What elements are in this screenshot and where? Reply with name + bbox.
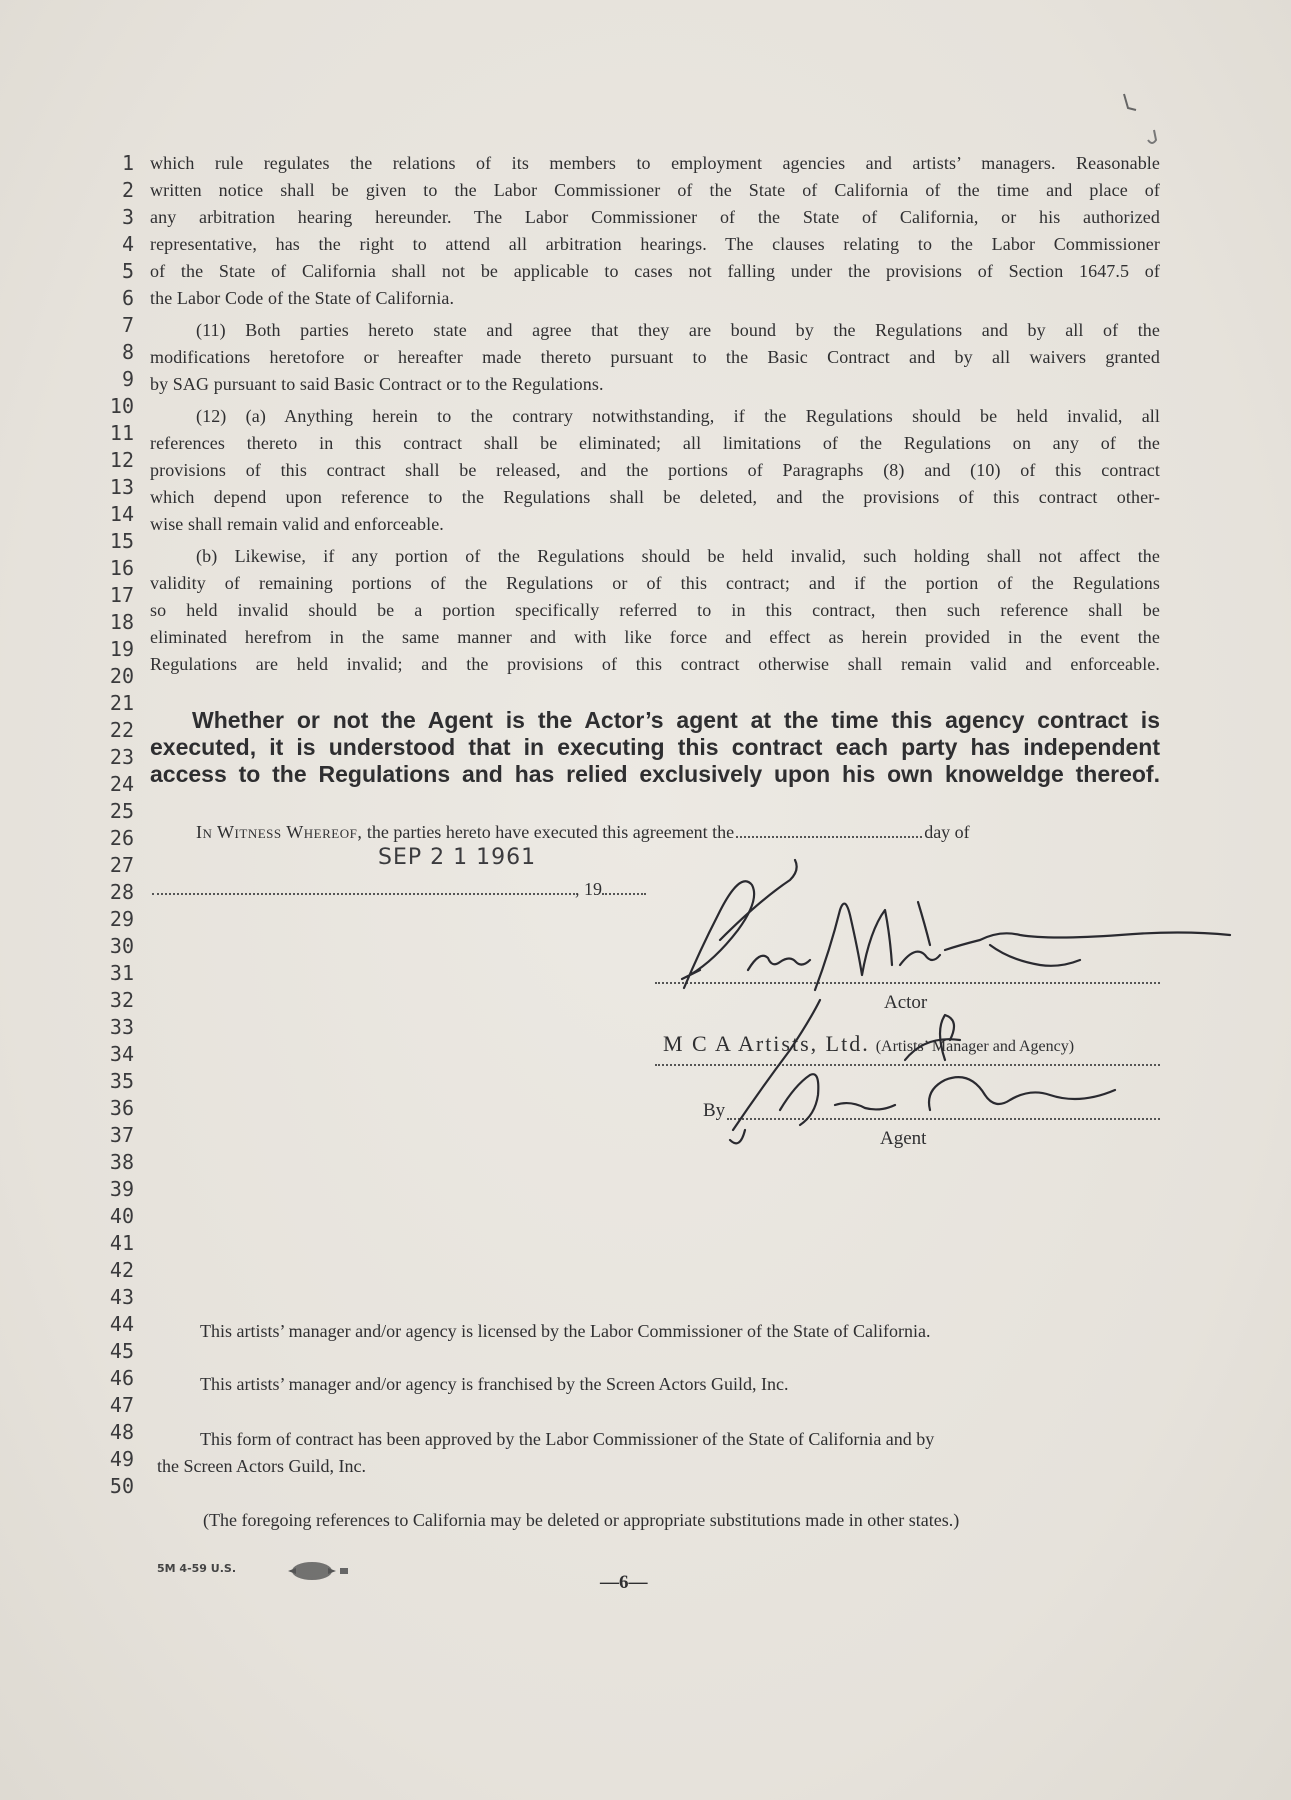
line-number: 20	[109, 664, 134, 688]
witness-lead: In Witness Whereof,	[196, 822, 363, 842]
body-line: the Labor Code of the State of California.	[150, 288, 455, 308]
line-number: 38	[109, 1150, 134, 1174]
line-number: 39	[109, 1177, 134, 1201]
pencil-mark-icon	[1118, 90, 1158, 150]
line-number: 2	[121, 178, 134, 202]
body-line: which depend upon reference to the Regulations shall be deleted, and the provisions of this contract other-	[150, 487, 1160, 507]
year-blank[interactable]	[602, 879, 646, 895]
line-number: 17	[109, 583, 134, 607]
line-number: 34	[109, 1042, 134, 1066]
bold-clause-line: Whether or not the Agent is the Actor’s agent at the time this agency contract is	[192, 707, 1160, 733]
line-number: 36	[109, 1096, 134, 1120]
line-number: 19	[109, 637, 134, 661]
line-number: 28	[109, 880, 134, 904]
line-number: 3	[121, 205, 134, 229]
line-number: 49	[109, 1447, 134, 1471]
agent-label: Agent	[880, 1128, 927, 1149]
line-number: 4	[121, 232, 134, 256]
line-number: 27	[109, 853, 134, 877]
line-number: 9	[121, 367, 134, 391]
year-prefix: , 19	[575, 879, 602, 899]
line-number: 6	[121, 286, 134, 310]
line-number: 37	[109, 1123, 134, 1147]
body-line: of the State of California shall not be applicable to cases not falling under the provisions of Section 1647.5 of	[150, 261, 1160, 281]
witness-text: the parties hereto have executed this agreement the	[366, 822, 735, 842]
line-number: 25	[109, 799, 134, 823]
company-name	[663, 1031, 1074, 1057]
line-number: 42	[109, 1258, 134, 1282]
day-blank[interactable]	[736, 822, 922, 838]
body-line: provisions of this contract shall be released, and the portions of Paragraphs (8) and (10) of this contract	[150, 460, 1160, 480]
line-number: 7	[121, 313, 134, 337]
line-number: 26	[109, 826, 134, 850]
date-stamp: SEP 2 1 1961	[378, 845, 537, 870]
bold-clause-line: executed, it is understood that in executing this contract each party has independent	[150, 734, 1160, 760]
line-number: 47	[109, 1393, 134, 1417]
line-number: 41	[109, 1231, 134, 1255]
line-number: 8	[121, 340, 134, 364]
notice-licensed: This artists’ manager and/or agency is licensed by the Labor Commissioner of the State of California.	[200, 1321, 931, 1341]
body-line: any arbitration hearing hereunder. The Labor Commissioner of the State of California, or his authorized	[150, 207, 1160, 227]
body-line: Regulations are held invalid; and the provisions of this contract otherwise shall remain valid and enforceable.	[150, 654, 1160, 674]
line-number: 10	[109, 394, 134, 418]
body-line: wise shall remain valid and enforceable.	[150, 514, 444, 534]
line-number: 45	[109, 1339, 134, 1363]
line-number: 50	[109, 1474, 134, 1498]
agent-signature-line[interactable]	[727, 1118, 1160, 1120]
witness-line	[196, 819, 1161, 846]
line-number: 14	[109, 502, 134, 526]
body-line: so held invalid should be a portion specifically referred to in this contract, then such reference shall be	[150, 600, 1160, 620]
body-line: representative, has the right to attend all arbitration hearings. The clauses relating to the Labor Commissioner	[150, 234, 1160, 254]
line-number: 1	[121, 151, 134, 175]
line-number: 44	[109, 1312, 134, 1336]
notice-approved: This form of contract has been approved by the Labor Commissioner of the State of California and by	[200, 1429, 935, 1449]
line-number: 16	[109, 556, 134, 580]
page-number: —6—	[600, 1572, 648, 1593]
line-number: 46	[109, 1366, 134, 1390]
union-label-icon	[282, 1558, 354, 1584]
form-code: 5M 4-59 U.S.	[157, 1562, 236, 1575]
line-number: 30	[109, 934, 134, 958]
date-line	[152, 876, 646, 903]
body-line: references thereto in this contract shall be eliminated; all limitations of the Regulations on any of the	[150, 433, 1160, 453]
body-line: eliminated herefrom in the same manner and with like force and effect as herein provided in the event the	[150, 627, 1160, 647]
body-line: validity of remaining portions of the Regulations or of this contract; and if the portion of the Regulations	[150, 573, 1160, 593]
line-number: 40	[109, 1204, 134, 1228]
body-line: modifications heretofore or hereafter made thereto pursuant to the Basic Contract and by all waivers granted	[150, 347, 1160, 367]
body-line: (12) (a) Anything herein to the contrary notwithstanding, if the Regulations should be held invalid, all	[196, 406, 1160, 426]
body-line: by SAG pursuant to said Basic Contract or to the Regulations.	[150, 374, 604, 394]
notice-approved-cont: the Screen Actors Guild, Inc.	[157, 1456, 366, 1476]
line-number: 5	[121, 259, 134, 283]
line-number: 32	[109, 988, 134, 1012]
bold-clause-line: access to the Regulations and has relied exclusively upon his own knoweldge thereof.	[150, 761, 1160, 787]
line-number: 21	[109, 691, 134, 715]
line-number: 33	[109, 1015, 134, 1039]
line-number: 43	[109, 1285, 134, 1309]
company-role: (Artists’ Manager and Agency)	[875, 1038, 1075, 1055]
body-line: (11) Both parties hereto state and agree that they are bound by the Regulations and by all of the	[196, 320, 1160, 340]
witness-tail: day of	[924, 822, 970, 842]
notice-substitutions: (The foregoing references to California may be deleted or appropriate substitutions made in other states.)	[203, 1510, 960, 1530]
actor-label: Actor	[884, 992, 928, 1013]
line-number: 35	[109, 1069, 134, 1093]
line-number: 48	[109, 1420, 134, 1444]
line-number: 22	[109, 718, 134, 742]
line-number: 24	[109, 772, 134, 796]
line-number: 18	[109, 610, 134, 634]
line-number: 13	[109, 475, 134, 499]
notice-franchised: This artists’ manager and/or agency is franchised by the Screen Actors Guild, Inc.	[200, 1374, 789, 1394]
line-number: 11	[109, 421, 134, 445]
line-number: 29	[109, 907, 134, 931]
company-line	[655, 1064, 1160, 1066]
body-line: (b) Likewise, if any portion of the Regulations should be held invalid, such holding shall not affect the	[196, 546, 1160, 566]
actor-signature-line[interactable]	[655, 982, 1160, 984]
line-number: 23	[109, 745, 134, 769]
by-label: By	[703, 1100, 726, 1121]
line-number: 15	[109, 529, 134, 553]
line-number: 12	[109, 448, 134, 472]
month-blank[interactable]	[152, 879, 575, 895]
body-line: written notice shall be given to the Labor Commissioner of the State of California of the time and place of	[150, 180, 1160, 200]
line-number: 31	[109, 961, 134, 985]
company-name-text: M C A Artists, Ltd.	[663, 1031, 870, 1056]
body-line: which rule regulates the relations of its members to employment agencies and artists’ managers. Reasonable	[150, 153, 1160, 173]
